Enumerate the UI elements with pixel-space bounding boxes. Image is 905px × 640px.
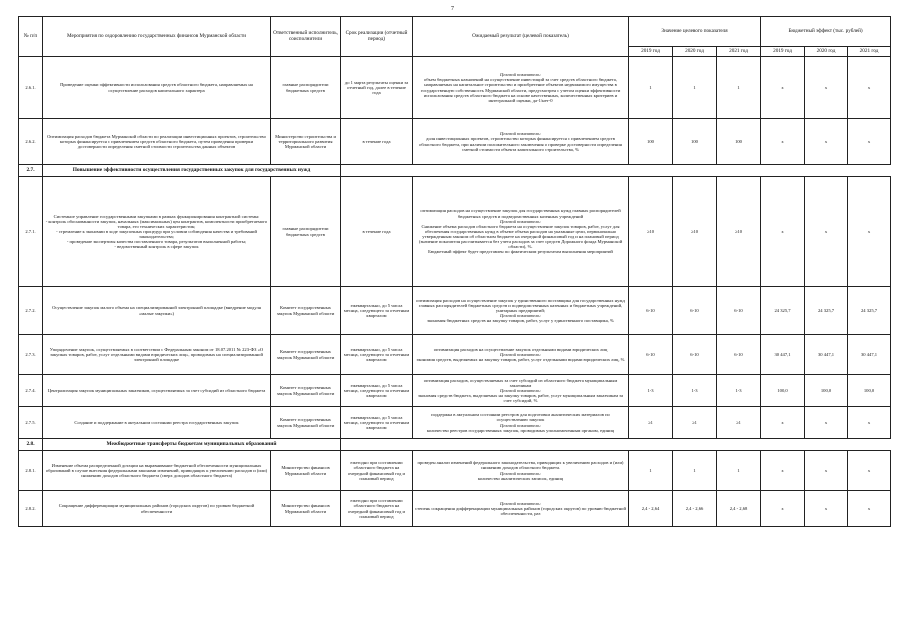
target-value: 1 [673, 57, 717, 119]
section-empty [341, 165, 891, 177]
executor-cell: Министерство строительства и территориального развития Мурманской области [271, 119, 341, 165]
result-cell [413, 335, 629, 375]
effect-value: x [805, 451, 848, 491]
target-value: 1-3 [717, 375, 761, 407]
effect-value: x [848, 57, 891, 119]
table-row [19, 375, 891, 407]
target-value: 6-10 [717, 335, 761, 375]
table-row [19, 491, 891, 527]
measure-cell: Оптимизация расходов бюджета Мурманской области по реализации инвестиционных проектов, строительство которых финансируется с привлечением средств областного бюджета, путем проведения проверки достоверности определения сметной стоимости строительства данных объектов [43, 119, 271, 165]
row-number: 2.7.4. [19, 375, 43, 407]
effect-value: x [805, 119, 848, 165]
target-value: 1 [629, 57, 673, 119]
effect-value: 30 447,1 [848, 335, 891, 375]
measure-line: - ведомственный контроль в сфере закупок [114, 244, 199, 250]
result-text: экономия бюджетных средств на закупку товаров, работ, услуг у единственного поставщика, % [427, 318, 614, 324]
target-value: 1 [717, 451, 761, 491]
header-year: 2021 год [717, 47, 761, 57]
target-value: 1 [673, 451, 717, 491]
measure-line: - контроль обоснованности закупок, начальных (максимальных) цен контрактов, комплектности приобретаемого товара, его технических характеристик; [45, 218, 268, 229]
header-year: 2019 год [761, 47, 805, 57]
target-value: ≥1 [629, 407, 673, 439]
effect-value: x [848, 451, 891, 491]
target-value: ≥10 [717, 177, 761, 287]
executor-cell: Министерство финансов Мурманской области [271, 491, 341, 527]
result-text: количество реестров государственных закупок, проводимых уполномоченным органом, единиц [426, 427, 615, 433]
effect-value: x [761, 491, 805, 527]
target-value: 2,4 - 2,68 [717, 491, 761, 527]
effect-value: x [805, 57, 848, 119]
effect-value: x [761, 407, 805, 439]
header-executor: Ответственный исполнитель, соисполнители [271, 17, 341, 57]
page-number: 7 [451, 6, 454, 12]
target-value: 100 [629, 119, 673, 165]
measure-cell: Проведение оценки эффективности использования средств областного бюджета, направляемых на осуществление расходов капитального характера [43, 57, 271, 119]
target-value: 2,4 - 2,66 [673, 491, 717, 527]
target-value: 1-3 [629, 375, 673, 407]
period-cell: в течение года [341, 119, 413, 165]
measure-cell: Упорядочение закупок, осуществляемых в соответствии с Федеральным законом от 18.07.2011 № 223-ФЗ «О закупках товаров, работ, услуг отдельными видами юридических лиц», проводимых на специализированной электронной площадке [43, 335, 271, 375]
measure-cell: Осуществление закупок малого объема на специализированной электронной площадке (внедрение модуля «малые закупки») [43, 287, 271, 335]
indicator-label: Целевой показатель: [500, 131, 541, 137]
result-text: доля инвестиционных проектов, строительство которых финансируется с привлечением средств областного бюджета, при наличии положительного заключения о проверке достоверности определения сметной стоимости объекта капитального строительства, % [419, 136, 622, 152]
measure-cell: Создание и поддержание в актуальном состоянии реестра государственных закупок [43, 407, 271, 439]
target-value: ≥1 [717, 407, 761, 439]
executor-cell: Комитет государственных закупок Мурманской области [271, 375, 341, 407]
row-number: 2.6.1. [19, 57, 43, 119]
indicator-label: Целевой показатель: [500, 218, 541, 224]
period-cell: ежеквартально, до 5 числа месяца, следующего за отчетным кварталом [341, 335, 413, 375]
effect-value: x [761, 177, 805, 287]
header-result: Ожидаемый результат (целевой показатель) [413, 17, 629, 57]
effect-value: 30 447,1 [805, 335, 848, 375]
header-target-values: Значение целевого показателя [629, 17, 761, 47]
target-value: 6-10 [673, 335, 717, 375]
table-row [19, 287, 891, 335]
target-value: ≥10 [629, 177, 673, 287]
result-cell [413, 119, 629, 165]
indicator-label: Целевой показатель: [500, 351, 541, 357]
section-title: Межбюджетные трансферты бюджетам муниципальных образований [43, 439, 341, 451]
effect-value: x [761, 57, 805, 119]
result-text: поддержка в актуальном состоянии реестров для подготовки аналитических материалов по осуществлению закупок [431, 412, 610, 423]
section-empty [341, 439, 891, 451]
section-row [19, 165, 891, 177]
indicator-label: Целевой показатель: [500, 72, 541, 78]
header-num: № п/п [19, 17, 43, 57]
result-cell [413, 407, 629, 439]
target-value: 6-10 [629, 287, 673, 335]
effect-value: 100,0 [805, 375, 848, 407]
period-cell: ежегодно при составлении областного бюджета на очередной финансовый год и плановый период [341, 491, 413, 527]
result-text: проведен анализ изменений федерального законодательства, приводящих к увеличению расходов и (или) снижению доходов областного бюджета. [417, 460, 624, 471]
target-value: 100 [673, 119, 717, 165]
executor-cell: Министерство финансов Мурманской области [271, 451, 341, 491]
result-cell [413, 375, 629, 407]
effect-value: x [848, 491, 891, 527]
row-number: 2.7.3. [19, 335, 43, 375]
measure-cell: Изменение объема распределенной дотации на выравнивание бюджетной обеспеченности муниципальных образований в случае внесения федеральными законами изменений, приводящих к увеличению расходов и (или) снижению доходов областного бюджета (сверх доходов областного бюджета) [43, 451, 271, 491]
executor-cell: главные распорядители бюджетных средств [271, 57, 341, 119]
effect-value: x [848, 407, 891, 439]
measure-line: - стремление к экономии в ходе закупочных процедур при условии соблюдения качества и требований законодательства; [56, 228, 257, 240]
result-text: оптимизация расходов на осуществление закупок для государственных нужд главных распорядителей бюджетных средств и подведомственных казенных учреждений [420, 208, 621, 219]
section-row [19, 439, 891, 451]
target-value: 1 [629, 451, 673, 491]
effect-value: 24 325,7 [761, 287, 805, 335]
header-year: 2020 год [805, 47, 848, 57]
measure-line: Системное управление государственными закупками в рамках функционирования контрактной системы: [53, 213, 260, 219]
table-row [19, 57, 891, 119]
period-cell: ежеквартально, до 5 числа месяца, следующего за отчетным кварталом [341, 287, 413, 335]
result-text: Бюджетный эффект будет представлен по фактическим результатам выполнения мероприятий [428, 249, 613, 255]
row-number: 2.7.1. [19, 177, 43, 287]
target-value: ≥10 [673, 177, 717, 287]
row-number: 2.7. [19, 165, 43, 177]
header-year: 2020 год [673, 47, 717, 57]
result-text: оптимизация расходов на осуществление закупок отдельными видами юридических лиц [433, 346, 608, 352]
result-cell [413, 287, 629, 335]
effect-value: x [761, 119, 805, 165]
table-row [19, 335, 891, 375]
header-year: 2021 год [848, 47, 891, 57]
indicator-label: Целевой показатель: [500, 387, 541, 393]
header-period: Срок реализации (отчетный период) [341, 17, 413, 57]
measure-cell [43, 177, 271, 287]
header-budget-effect: Бюджетный эффект (тыс. рублей) [761, 17, 891, 47]
table-row [19, 451, 891, 491]
target-value: 100 [717, 119, 761, 165]
effect-value: x [761, 451, 805, 491]
effect-value: x [848, 119, 891, 165]
effect-value: x [805, 407, 848, 439]
effect-value: x [848, 177, 891, 287]
effect-value: x [805, 177, 848, 287]
indicator-label: Целевой показатель: [500, 313, 541, 319]
period-cell: до 1 марта результаты оценки за отчетный год, далее в течение года [341, 57, 413, 119]
target-value: 1 [717, 57, 761, 119]
result-text: оптимизация расходов, осуществляемых за счет субсидий из областного бюджета муниципальным заказчикам [423, 377, 618, 388]
target-value: 6-10 [629, 335, 673, 375]
result-cell [413, 451, 629, 491]
target-value: 6-10 [673, 287, 717, 335]
measure-cell: Сокращение дифференциации муниципальных районов (городских округов) по уровню бюджетной обеспеченности [43, 491, 271, 527]
target-value: 6-10 [717, 287, 761, 335]
result-text: оптимизация расходов на осуществление закупок у единственного поставщика для государственных нужд главных распорядителей бюджетных средств и подведомственных казенных и бюджетных учреждений, унитарных предприятий; [416, 297, 625, 313]
effect-value: 100,0 [761, 375, 805, 407]
period-cell: ежеквартально, до 5 числа месяца, следующего за отчетным кварталом [341, 375, 413, 407]
table-row [19, 119, 891, 165]
measure-cell: Централизация закупок муниципальных заказчиков, осуществляемых за счет субсидий из областного бюджета [43, 375, 271, 407]
indicator-label: Целевой показатель: [500, 500, 541, 506]
period-cell: ежегодно при составлении областного бюджета на очередной финансовый год и плановый период [341, 451, 413, 491]
target-value: ≥1 [673, 407, 717, 439]
indicator-label: Целевой показатель: [500, 470, 541, 476]
measures-table [18, 16, 891, 527]
row-number: 2.7.2. [19, 287, 43, 335]
result-cell [413, 491, 629, 527]
row-number: 2.8. [19, 439, 43, 451]
executor-cell: Комитет государственных закупок Мурманской области [271, 335, 341, 375]
row-number: 2.7.5. [19, 407, 43, 439]
target-value: 1-3 [673, 375, 717, 407]
measure-line: - проведение экспертизы качества поставленного товара, результатов выполненной работы; [66, 239, 247, 245]
result-cell [413, 57, 629, 119]
executor-cell: Комитет государственных закупок Мурманской области [271, 407, 341, 439]
table-row [19, 407, 891, 439]
target-value: 2,4 - 2,64 [629, 491, 673, 527]
row-number: 2.6.2. [19, 119, 43, 165]
row-number: 2.8.1. [19, 451, 43, 491]
result-cell [413, 177, 629, 287]
executor-cell: главные распорядители бюджетных средств [271, 177, 341, 287]
row-number: 2.8.2. [19, 491, 43, 527]
header-measure: Мероприятия по оздоровлению государственных финансов Мурманской области [43, 17, 271, 57]
section-title: Повышение эффективности осуществления государственных закупок для государственных нужд [43, 165, 341, 177]
header-year: 2019 год [629, 47, 673, 57]
result-text: количество аналитических записок, единиц [477, 475, 564, 481]
result-text: экономия средств, выделяемых на закупку товаров, работ, услуг отдельными видами юридических лиц, % [416, 357, 625, 363]
effect-value: 24 325,7 [805, 287, 848, 335]
effect-value: x [805, 491, 848, 527]
period-cell: ежеквартально, до 5 числа месяца, следующего за отчетным кварталом [341, 407, 413, 439]
result-text: экономия средств бюджета, выделяемых на закупку товаров, работ, услуг муниципальным заказчикам за счет субсидий, % [417, 393, 624, 404]
result-text: объем бюджетных назначений на осуществление инвестиций за счет средств областного бюджета, направляемых на капитальное строительство и приобретение объектов недвижимого имущества в государственную собственность Мурманской области, предусмотрен с учетом оценки эффективности использования средств областного бюджета на основе качественных, количественных критериев и интегральной оценки, да-1/нет-0 [420, 77, 621, 103]
effect-value: 30 447,1 [761, 335, 805, 375]
table-row [19, 177, 891, 287]
effect-value: 24 325,7 [848, 287, 891, 335]
period-cell: в течение года [341, 177, 413, 287]
result-text: Снижение объема расходов областного бюджета на осуществление закупок товаров, работ, услуг для обеспечения государственных нужд в объеме объема расходов на указанные цели, первоначально утвержденным законом об областном бюджете на очередной финансовый год и на плановый период (значение показателя рассчитывается без учета расходов за счет средств Дорожного фонда Мурманской области), %. [418, 223, 623, 250]
result-text: степень сокращения дифференциации муниципальных районов (городских округов) по уровню бюджетной обеспеченности, раз [415, 505, 626, 517]
effect-value: 100,0 [848, 375, 891, 407]
indicator-label: Целевой показатель: [500, 422, 541, 428]
executor-cell: Комитет государственных закупок Мурманской области [271, 287, 341, 335]
